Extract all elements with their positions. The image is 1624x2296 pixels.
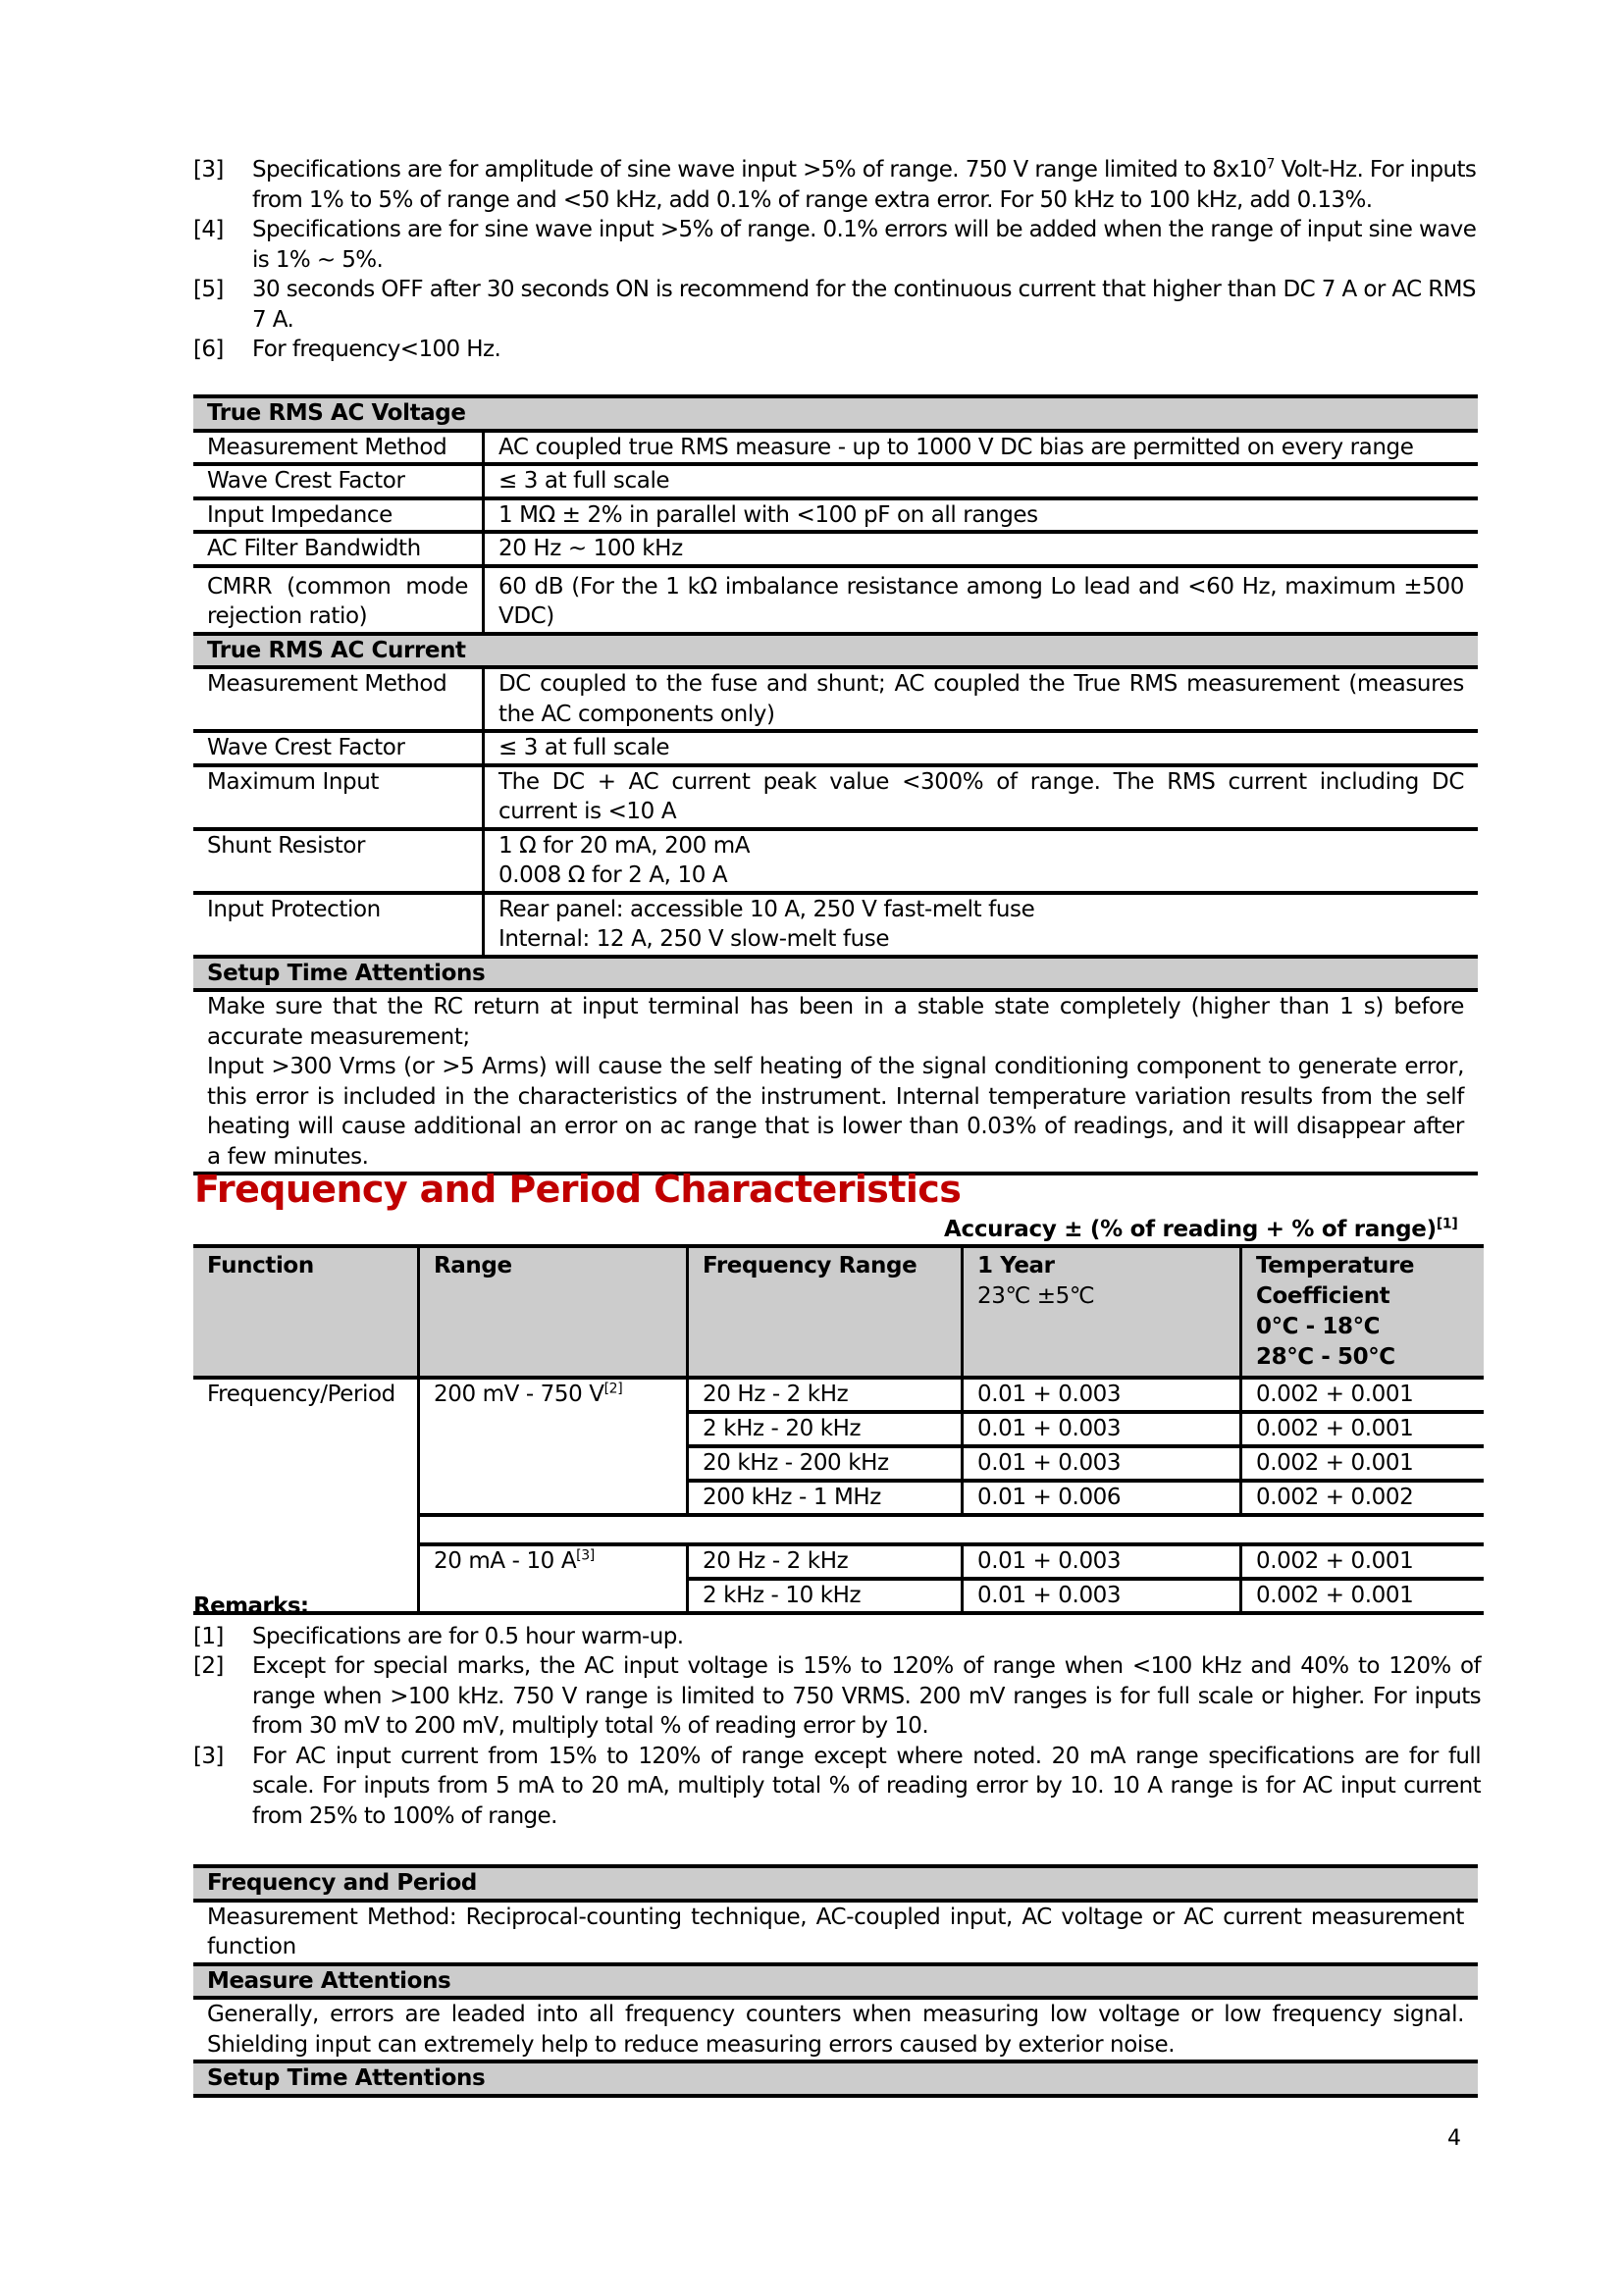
section-header-row xyxy=(193,1866,1478,1901)
freq-range-cell: 2 kHz - 10 kHz xyxy=(688,1579,963,1613)
footnotes-top xyxy=(193,155,1481,365)
spec-row xyxy=(193,464,1478,498)
temp-coef-cell: 0.002 + 0.001 xyxy=(1241,1544,1485,1579)
superscript: [3] xyxy=(576,1547,595,1564)
header-range: Range xyxy=(419,1246,688,1378)
section-header-row xyxy=(193,2061,1478,2096)
remark-item xyxy=(193,1742,1481,1832)
one-year-cell: 0.01 + 0.003 xyxy=(963,1579,1241,1613)
section-header-row xyxy=(193,396,1478,431)
footnote-number: [3] xyxy=(193,157,224,183)
ac-spec-table xyxy=(193,394,1478,1175)
footnote xyxy=(193,275,1481,335)
spec-label: Shunt Resistor xyxy=(193,829,484,893)
spec-label: AC Filter Bandwidth xyxy=(193,532,484,566)
remarks xyxy=(193,1592,1481,1831)
header-line: 28℃ - 50℃ xyxy=(1256,1344,1395,1370)
temp-coef-cell: 0.002 + 0.001 xyxy=(1241,1446,1485,1481)
spec-value-line: 0.008 Ω for 2 A, 10 A xyxy=(498,862,728,888)
remarks-title: Remarks: xyxy=(193,1593,309,1619)
remark-text: For AC input current from 15% to 120% of range except where noted. 20 mA range specifications are for full scale. For inputs from 5 mA to 20 mA, multiply total % of reading error by 10. 10 A range is for AC input current from 25% to 100% of range. xyxy=(252,1743,1481,1829)
spec-label: Maximum Input xyxy=(193,765,484,829)
spec-value: ≤ 3 at full scale xyxy=(484,464,1479,498)
temp-coef-cell: 0.002 + 0.001 xyxy=(1241,1378,1485,1412)
spec-value xyxy=(484,829,1479,893)
superscript: [1] xyxy=(1436,1216,1458,1232)
spec-paragraph: Input >300 Vrms (or >5 Arms) will cause the self heating of the signal conditioning component to generate error, this error is included in the characteristics of the instrument. Internal temperature variation results from the self heating will cause additional an error on ac range that is lower than 0.03% of readings, and it will disappear after a few minutes. xyxy=(207,1054,1464,1170)
spec-paragraph: Make sure that the RC return at input terminal has been in a stable state completely (higher than 1 s) before accurate measurement; xyxy=(207,994,1464,1050)
range-cell xyxy=(419,1378,688,1515)
spec-row xyxy=(193,566,1478,634)
spec-label: Wave Crest Factor xyxy=(193,731,484,765)
spec-value: 20 Hz ~ 100 kHz xyxy=(484,532,1479,566)
freq-range-cell: 200 kHz - 1 MHz xyxy=(688,1481,963,1515)
section-title: Setup Time Attentions xyxy=(193,2061,1478,2096)
spec-row xyxy=(193,990,1478,1174)
footnote-number: [6] xyxy=(193,337,224,362)
footnote xyxy=(193,335,1481,365)
header-line: Temperature xyxy=(1256,1253,1415,1278)
remark-number: [1] xyxy=(193,1623,224,1649)
table-header-row xyxy=(193,1246,1484,1378)
header-line: 23℃ ±5℃ xyxy=(977,1283,1095,1309)
footnote xyxy=(193,155,1481,215)
accuracy-note xyxy=(944,1217,1457,1242)
one-year-cell: 0.01 + 0.003 xyxy=(963,1378,1241,1412)
footnote-text: 30 seconds OFF after 30 seconds ON is recommend for the continuous current that higher than DC 7 A or AC RMS 7 A. xyxy=(252,277,1476,333)
footnote-number: [5] xyxy=(193,277,224,302)
header-function: Function xyxy=(193,1246,419,1378)
one-year-cell: 0.01 + 0.006 xyxy=(963,1481,1241,1515)
spec-row xyxy=(193,1998,1478,2061)
section-title: True RMS AC Current xyxy=(193,634,1478,668)
spec-row xyxy=(193,667,1478,731)
spec-label: Wave Crest Factor xyxy=(193,464,484,498)
spec-value: DC coupled to the fuse and shunt; AC coupled the True RMS measurement (measures the AC components only) xyxy=(484,667,1479,731)
section-heading: Frequency and Period Characteristics xyxy=(194,1168,962,1211)
spec-value-line: 1 Ω for 20 mA, 200 mA xyxy=(498,832,751,859)
section-title: True RMS AC Voltage xyxy=(193,396,1478,431)
superscript: 7 xyxy=(1266,156,1275,173)
spec-value: ≤ 3 at full scale xyxy=(484,731,1479,765)
one-year-cell: 0.01 + 0.003 xyxy=(963,1544,1241,1579)
spec-label: Measurement Method xyxy=(193,667,484,731)
temp-coef-cell: 0.002 + 0.001 xyxy=(1241,1412,1485,1446)
one-year-cell: 0.01 + 0.003 xyxy=(963,1446,1241,1481)
spec-row xyxy=(193,532,1478,566)
spec-row xyxy=(193,1901,1478,1964)
footnote-text: For frequency<100 Hz. xyxy=(252,337,501,362)
section-title: Measure Attentions xyxy=(193,1964,1478,1999)
spec-label: Input Protection xyxy=(193,893,484,957)
freq-range-cell: 20 Hz - 2 kHz xyxy=(688,1378,963,1412)
section-header-row xyxy=(193,1964,1478,1999)
section-header-row xyxy=(193,634,1478,668)
section-header-row xyxy=(193,957,1478,991)
header-line: 0℃ - 18℃ xyxy=(1256,1314,1381,1339)
function-cell: Frequency/Period xyxy=(193,1378,419,1613)
range-text: 200 mV - 750 V xyxy=(434,1382,604,1407)
footnote-text: Specifications are for sine wave input >5% of range. 0.1% errors will be added when the range of input sine wave is 1% ~ 5%. xyxy=(252,217,1477,273)
header-line: 1 Year xyxy=(977,1253,1055,1278)
spec-value xyxy=(484,893,1479,957)
spec-value-line: Rear panel: accessible 10 A, 250 V fast-melt fuse xyxy=(498,896,1035,922)
remark-text: Except for special marks, the AC input voltage is 15% to 120% of range when <100 kHz and 40% to 120% of range when >100 kHz. 750 V range is limited to 750 VRMS. 200 mV ranges is for full scale or higher. For inputs from 30 mV to 200 mV, multiply total % of reading error by 10. xyxy=(252,1653,1481,1739)
spec-row xyxy=(193,765,1478,829)
remark-item xyxy=(193,1622,1481,1652)
footnote xyxy=(193,215,1481,275)
remark-item xyxy=(193,1651,1481,1742)
spec-value: The DC + AC current peak value <300% of range. The RMS current including DC current is <10 A xyxy=(484,765,1479,829)
header-one-year xyxy=(963,1246,1241,1378)
spec-label: Measurement Method xyxy=(193,431,484,465)
spec-label: CMRR (common mode rejection ratio) xyxy=(193,566,484,634)
range-text: 20 mA - 10 A xyxy=(434,1548,577,1574)
spec-paragraph: Measurement Method: Reciprocal-counting technique, AC-coupled input, AC voltage or AC current measurement function xyxy=(193,1901,1478,1964)
spec-paragraph: Generally, errors are leaded into all frequency counters when measuring low voltage or low frequency signal. Shielding input can extremely help to reduce measuring errors caused by exterior noise. xyxy=(193,1998,1478,2061)
spec-value: 1 MΩ ± 2% in parallel with <100 pF on all ranges xyxy=(484,498,1479,533)
footnote-text xyxy=(252,155,1481,215)
freq-range-cell: 20 kHz - 200 kHz xyxy=(688,1446,963,1481)
spec-paragraph-cell xyxy=(193,990,1478,1174)
freq-range-cell: 2 kHz - 20 kHz xyxy=(688,1412,963,1446)
header-frequency-range: Frequency Range xyxy=(688,1246,963,1378)
footnote-text-part: Specifications are for amplitude of sine wave input >5% of range. 750 V range limited to 8x10 xyxy=(252,157,1267,183)
freq-range-cell: 20 Hz - 2 kHz xyxy=(688,1544,963,1579)
spec-row xyxy=(193,829,1478,893)
spacer-cell xyxy=(419,1515,1485,1544)
spec-row xyxy=(193,431,1478,465)
spec-value-line: Internal: 12 A, 250 V slow-melt fuse xyxy=(498,926,890,952)
spec-row xyxy=(193,893,1478,957)
spec-value: AC coupled true RMS measure - up to 1000 V DC bias are permitted on every range xyxy=(484,431,1479,465)
spec-label: Input Impedance xyxy=(193,498,484,533)
page-number: 4 xyxy=(1447,2126,1461,2151)
footnote-text-part: Volt-Hz. For inputs from 1% to 5% of range and <50 kHz, add 0.1% of range extra error. For 50 kHz to 100 kHz, add 0.13%. xyxy=(252,157,1477,213)
footnote-number: [4] xyxy=(193,217,224,242)
frequency-notes-table xyxy=(193,1864,1478,2098)
frequency-spec-table xyxy=(193,1244,1484,1615)
spec-value: 60 dB (For the 1 kΩ imbalance resistance among Lo lead and <60 Hz, maximum ±500 VDC) xyxy=(484,566,1479,634)
temp-coef-cell: 0.002 + 0.002 xyxy=(1241,1481,1485,1515)
section-title: Frequency and Period xyxy=(193,1866,1478,1901)
accuracy-note-text: Accuracy ± (% of reading + % of range) xyxy=(944,1217,1437,1242)
section-title: Setup Time Attentions xyxy=(193,957,1478,991)
header-temp-coefficient xyxy=(1241,1246,1485,1378)
header-line: Coefficient xyxy=(1256,1283,1390,1309)
table-row xyxy=(193,1378,1484,1412)
temp-coef-cell: 0.002 + 0.001 xyxy=(1241,1579,1485,1613)
superscript: [2] xyxy=(603,1381,623,1397)
spec-row xyxy=(193,498,1478,533)
remark-number: [2] xyxy=(193,1653,224,1679)
one-year-cell: 0.01 + 0.003 xyxy=(963,1412,1241,1446)
remark-text: Specifications are for 0.5 hour warm-up. xyxy=(252,1623,684,1649)
spec-row xyxy=(193,731,1478,765)
remark-number: [3] xyxy=(193,1743,224,1769)
